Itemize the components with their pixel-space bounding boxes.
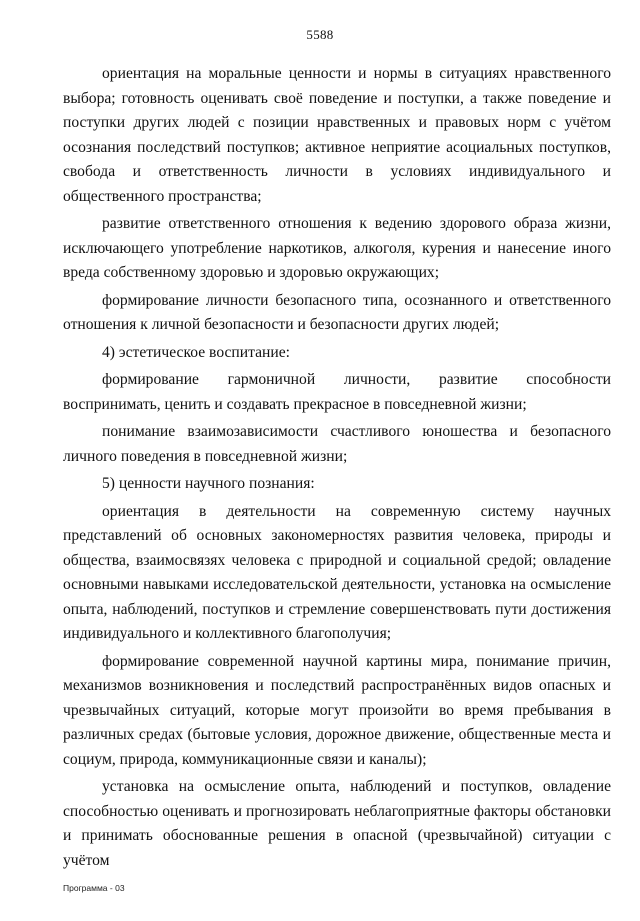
footer-label: Программа - 03 — [63, 883, 125, 893]
paragraph: установка на осмысление опыта, наблюдений и поступков, овладение способностью оценивать и прогнозировать неблагоприятные факторы обстановки и принимать обоснованные решения в опасной (чрезвычайной) ситуации с учётом — [63, 778, 611, 869]
paragraph: формирование гармоничной личности, развитие способности воспринимать, ценить и создавать прекрасное в повседневной жизни; — [63, 371, 611, 413]
document-body — [63, 62, 611, 876]
paragraph: формирование современной научной картины мира, понимание причин, механизмов возникновения и последствий распространённых видов опасных и чрезвычайных ситуаций, которые могут произойти во время пребывания в различных средах (бытовые условия, дорожное движение, общественные места и социум, природа, коммуникационные связи и каналы); — [63, 652, 611, 768]
paragraph: ориентация на моральные ценности и нормы в ситуациях нравственного выбора; готовность оценивать своё поведение и поступки, а также поведение и поступки других людей с позиции нравственных и правовых норм с учётом осознания последствий поступков; активное неприятие асоциальных поступков, свобода и ответственность личности в условиях индивидуального и общественного пространства; — [63, 65, 611, 205]
paragraph: формирование личности безопасного типа, осознанного и ответственного отношения к личной безопасности и безопасности других людей; — [63, 291, 611, 333]
paragraph: развитие ответственного отношения к ведению здорового образа жизни, исключающего употребление наркотиков, алкоголя, курения и нанесение иного вреда собственному здоровью и здоровью окружающих; — [63, 215, 611, 281]
section-heading: 4) эстетическое воспитание: — [102, 343, 290, 361]
section-heading: 5) ценности научного познания: — [102, 475, 315, 492]
page-number: 5588 — [306, 27, 334, 42]
paragraph: ориентация в деятельности на современную систему научных представлений об основных закономерностях развития человека, природы и общества, взаимосвязях человека с природной и социальной средой; овладение основными навыками исследовательской деятельности, установка на осмысление опыта, наблюдений, поступков и стремление совершенствовать пути достижения индивидуального и коллективного благополучия; — [63, 502, 611, 642]
paragraph: понимание взаимозависимости счастливого юношества и безопасного личного поведения в повседневной жизни; — [63, 423, 611, 465]
